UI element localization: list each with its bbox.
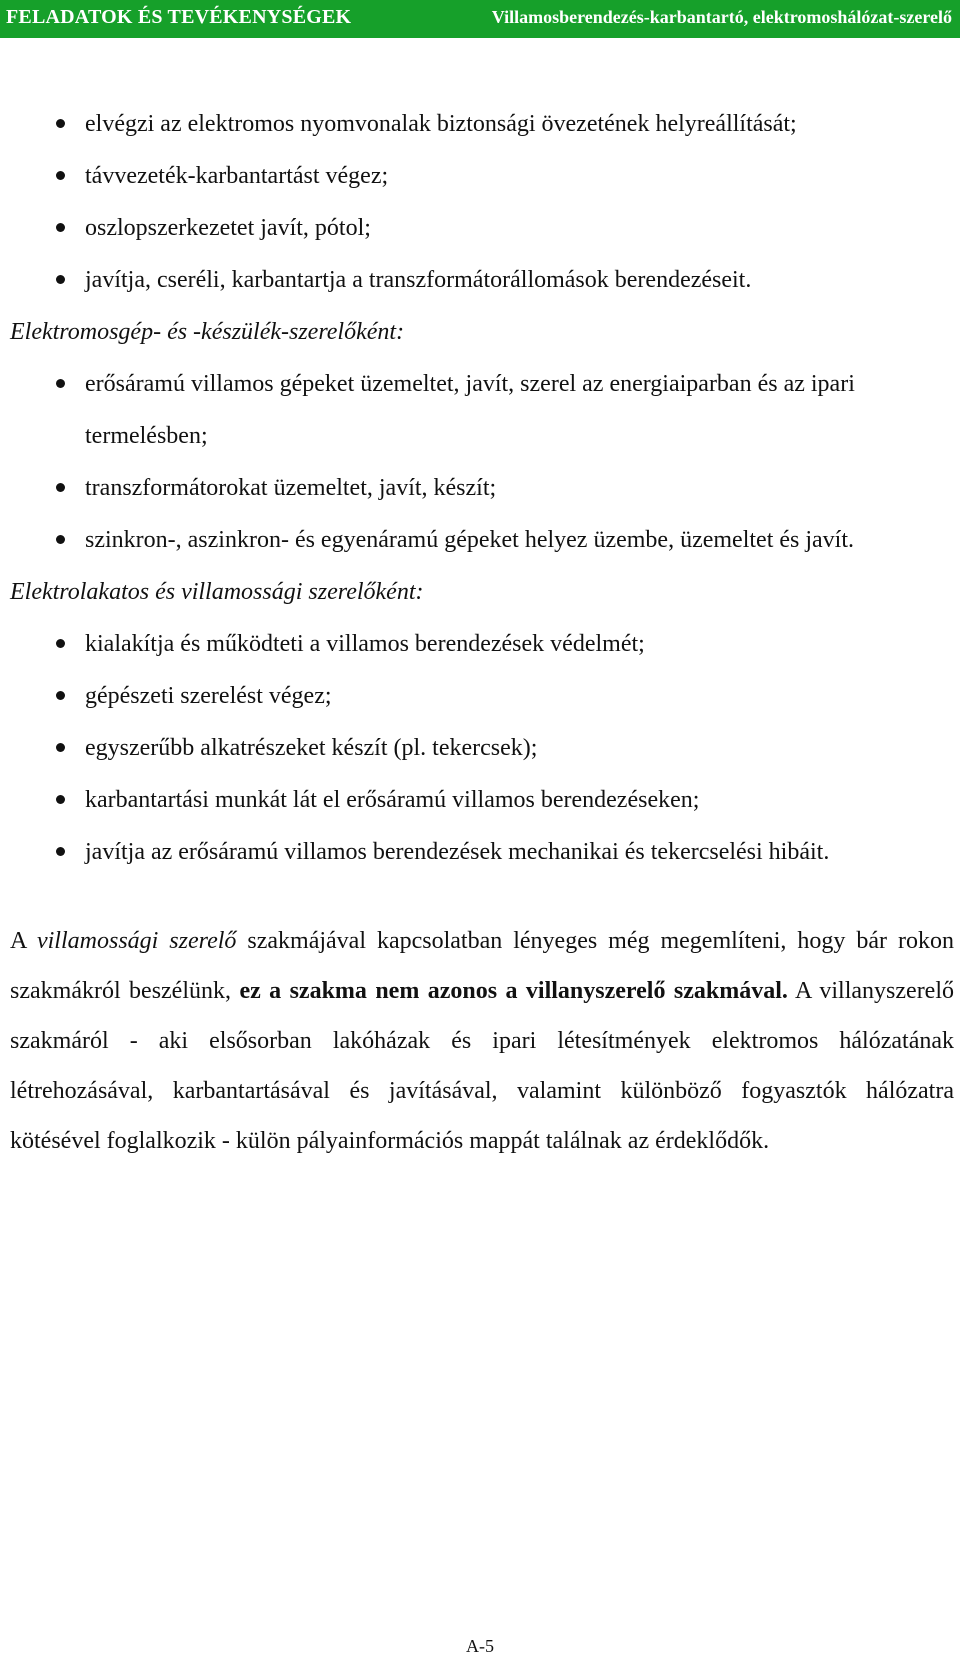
list-item: oszlopszerkezetet javít, pótol; [10, 202, 954, 254]
page-header [0, 0, 960, 38]
list-item: javítja, cseréli, karbantartja a transzformátorállomások berendezéseit. [10, 254, 954, 306]
list-item: egyszerűbb alkatrészeket készít (pl. tekercsek); [10, 722, 954, 774]
page-number: A-5 [466, 1636, 494, 1656]
list-item: karbantartási munkát lát el erősáramú villamos berendezéseken; [10, 774, 954, 826]
list-item: gépészeti szerelést végez; [10, 670, 954, 722]
list-item: távvezeték-karbantartást végez; [10, 150, 954, 202]
task-list-3 [10, 618, 954, 878]
list-item: erősáramú villamos gépeket üzemeltet, javít, szerel az energiaiparban és az ipari termelésben; [10, 358, 954, 462]
task-list-2 [10, 358, 954, 566]
section-heading-elektrolakatos: Elektrolakatos és villamossági szerelőként: [10, 579, 424, 605]
paragraph-italic-text: villamossági szerelő [36, 928, 237, 954]
list-item: kialakítja és működteti a villamos berendezések védelmét; [10, 618, 954, 670]
paragraph-text: A villanyszerelő szakmáról - aki elsősorban lakóházak és ipari létesítmények elektromos hálózatának létrehozásával, karbantartásával és javításával, valamint különböző fogyasztók hálózatra kötésével foglalkozik - külön pályainformációs mappát találnak az érdeklődők. [10, 978, 955, 1154]
page-content [10, 98, 954, 1190]
list-item: elvégzi az elektromos nyomvonalak biztonsági övezetének helyreállítását; [10, 98, 954, 150]
list-item: javítja az erősáramú villamos berendezések mechanikai és tekercselési hibáit. [10, 826, 954, 878]
header-section-title: FELADATOK ÉS TEVÉKENYSÉGEK [6, 6, 352, 28]
task-list-1 [10, 98, 954, 306]
list-item: transzformátorokat üzemeltet, javít, készít; [10, 462, 954, 514]
paragraph-text: szakmájával kapcsolatban lényeges még megemlíteni, hogy bár rokon szakmákról beszélünk, [10, 928, 954, 1004]
section-heading-elektromosgep: Elektromosgép- és -készülék-szerelőként: [10, 319, 405, 345]
body-paragraph [10, 916, 954, 1166]
paragraph-bold-text: ez a szakma nem azonos a villanyszerelő szakmával. [239, 978, 788, 1004]
header-document-title: Villamosberendezés-karbantartó, elektromoshálózat-szerelő [491, 7, 952, 27]
list-item: szinkron-, aszinkron- és egyenáramú gépeket helyez üzembe, üzemeltet és javít. [10, 514, 954, 566]
paragraph-text: A [10, 928, 37, 954]
